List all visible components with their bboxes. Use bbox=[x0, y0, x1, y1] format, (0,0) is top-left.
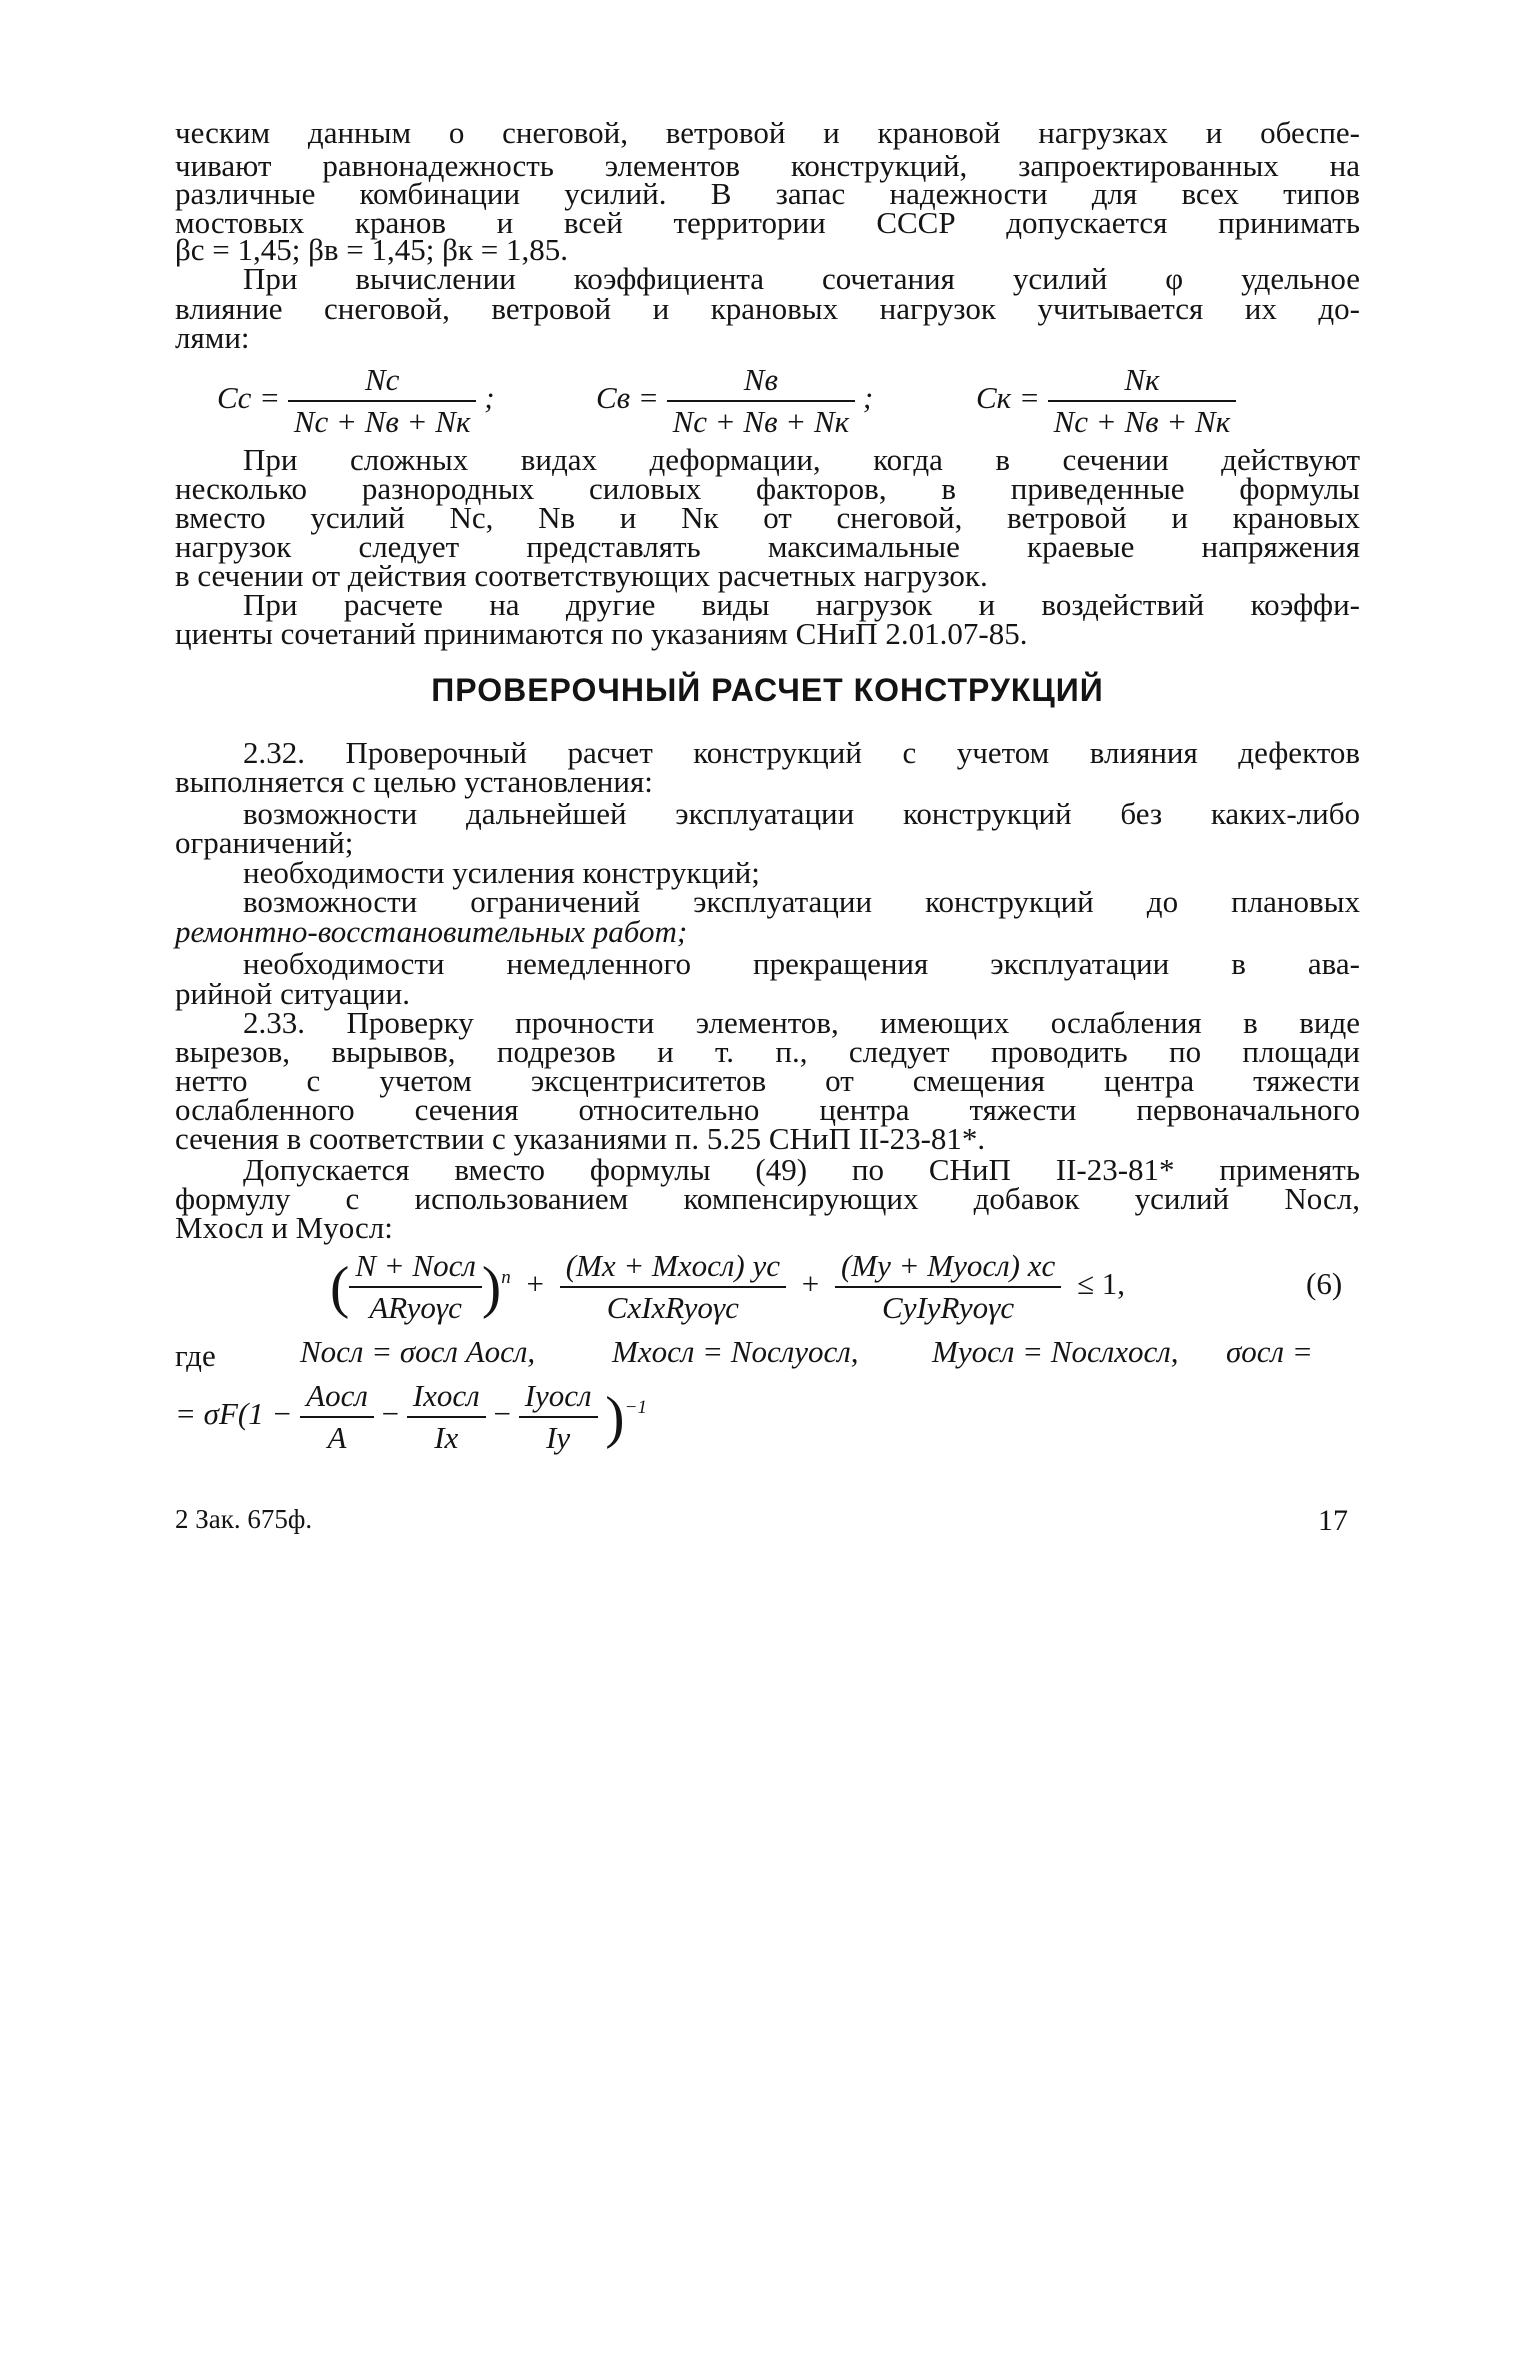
fraction: $\frac{Nс}{Nс + Nв + Nк}$ bbox=[288, 362, 477, 440]
text-line: выполняется с целью установления: bbox=[175, 764, 653, 799]
fraction: $\frac{\text{(Mx + Mxосл) yс}}{\text{CxIxRyoγс}}$ bbox=[560, 1248, 786, 1326]
where-expr: Myосл = Nослxосл, bbox=[932, 1334, 1179, 1369]
sigma-formula: = σF(1 − $\frac{\text{Aосл}}{A}$ − $\frac{\text{Ixосл}}{Ix}$ − $\frac{\text{Iyосл}}{Iy}$ )$^{-1}$ bbox=[175, 1378, 647, 1455]
fraction: $\frac{Nв}{Nс + Nв + Nк}$ bbox=[667, 362, 856, 440]
text-line: чивают равнонадежность элементов конструкций, запроектированных на bbox=[175, 148, 1360, 183]
section-heading: ПРОВЕРОЧНЫЙ РАСЧЕТ КОНСТРУКЦИЙ bbox=[431, 672, 1104, 708]
fraction: $\frac{\text{Ixосл}}{Ix}$ bbox=[407, 1378, 486, 1456]
text-line: влияние снеговой, ветровой и крановых нагрузок учитывается их до- bbox=[175, 291, 1360, 326]
text-line: βс = 1,45; βв = 1,45; βк = 1,85. bbox=[175, 232, 568, 267]
text-line: При сложных видах деформации, когда в сечении действуют bbox=[243, 442, 1360, 477]
text-line: ограничений; bbox=[175, 825, 354, 860]
fraction: $\frac{\text{Aосл}}{A}$ bbox=[300, 1378, 374, 1456]
text-line: циенты сочетаний принимаются по указаниям СНиП 2.01.07-85. bbox=[175, 616, 1028, 651]
text-line: 2.33. Проверку прочности элементов, имеющих ослабления в виде bbox=[243, 1005, 1360, 1040]
text-line: ремонтно-восстановительных работ; bbox=[175, 914, 688, 949]
text-line: ческим данным о снеговой, ветровой и крановой нагрузках и обеспе- bbox=[175, 115, 1360, 150]
text-line: При расчете на другие виды нагрузок и воздействий коэффи- bbox=[243, 587, 1360, 622]
equation-number: (6) bbox=[1306, 1266, 1343, 1301]
list-item: необходимости усиления конструкций; bbox=[243, 855, 760, 890]
text-line: различные комбинации усилий. В запас надежности для всех типов bbox=[175, 176, 1360, 211]
text-line: нагрузок следует представлять максимальные краевые напряжения bbox=[175, 529, 1360, 564]
formula-6: ( $\frac{\text{N + Nосл}}{\text{ARyoγс}}$ )$^n$ + $\frac{\text{(Mx + Mxосл) yс}}{\text{CxIxRyoγс}}$ + $\frac{\text{(My + Myосл) xс}}{\text{CyIyRyoγс}}$ ≤ 1, bbox=[330, 1248, 1126, 1325]
text-line: рийной ситуации. bbox=[175, 976, 410, 1011]
text-line: нетто с учетом эксцентриситетов от смещения центра тяжести bbox=[175, 1063, 1360, 1098]
text-line: формулу с использованием компенсирующих добавок усилий Nосл, bbox=[175, 1181, 1360, 1216]
page-number: 17 bbox=[1318, 1504, 1348, 1537]
text-line: 2.32. Проверочный расчет конструкций с учетом влияния дефектов bbox=[243, 735, 1360, 770]
text-line: мостовых кранов и всей территории СССР допускается принимать bbox=[175, 205, 1360, 240]
where-expr: Nосл = σосл Aосл, bbox=[300, 1334, 536, 1369]
formula-c: Cс = $\frac{Nс}{Nс + Nв + Nк}$ ; bbox=[217, 362, 495, 439]
fraction: $\frac{\text{(My + Myосл) xс}}{\text{CyIyRyoγс}}$ bbox=[835, 1248, 1061, 1326]
text-line: лями: bbox=[175, 320, 250, 355]
text-line: Mxосл и Myосл: bbox=[175, 1210, 393, 1245]
fraction: $\frac{\text{N + Nосл}}{\text{ARyoγс}}$ bbox=[349, 1248, 482, 1326]
list-item: возможности ограничений эксплуатации конструкций до плановых bbox=[243, 884, 1360, 919]
text-line: Допускается вместо формулы (49) по СНиП II-23-81* применять bbox=[243, 1152, 1360, 1187]
where-expr: Mxосл = Nослyосл, bbox=[612, 1334, 859, 1369]
text-line: вместо усилий Nс, Nв и Nк от снеговой, ветровой и крановых bbox=[175, 500, 1360, 535]
formula-c: Cк = $\frac{Nк}{Nс + Nв + Nк}$ bbox=[976, 362, 1236, 440]
where-label: где bbox=[175, 1338, 216, 1373]
where-expr: σосл = bbox=[1226, 1334, 1313, 1369]
fraction: $\frac{\text{Iyосл}}{Iy}$ bbox=[519, 1378, 598, 1456]
list-item: необходимости немедленного прекращения эксплуатации в ава- bbox=[243, 946, 1360, 981]
text-line: в сечении от действия соответствующих расчетных нагрузок. bbox=[175, 558, 988, 593]
text-line: ослабленного сечения относительно центра тяжести первоначального bbox=[175, 1092, 1360, 1127]
formula-c: Cв = $\frac{Nв}{Nс + Nв + Nк}$ ; bbox=[596, 362, 874, 439]
print-order-note: 2 Зак. 675ф. bbox=[175, 1504, 313, 1534]
text-line: несколько разнородных силовых факторов, в приведенные формулы bbox=[175, 471, 1360, 506]
text-line: При вычислении коэффициента сочетания усилий φ удельное bbox=[243, 261, 1360, 296]
text-line: вырезов, вырывов, подрезов и т. п., следует проводить по площади bbox=[175, 1034, 1360, 1069]
text-line: сечения в соответствии с указаниями п. 5.25 СНиП II-23-81*. bbox=[175, 1121, 986, 1156]
list-item: возможности дальнейшей эксплуатации конструкций без каких-либо bbox=[243, 796, 1360, 831]
fraction: $\frac{Nк}{Nс + Nв + Nк}$ bbox=[1048, 362, 1237, 440]
